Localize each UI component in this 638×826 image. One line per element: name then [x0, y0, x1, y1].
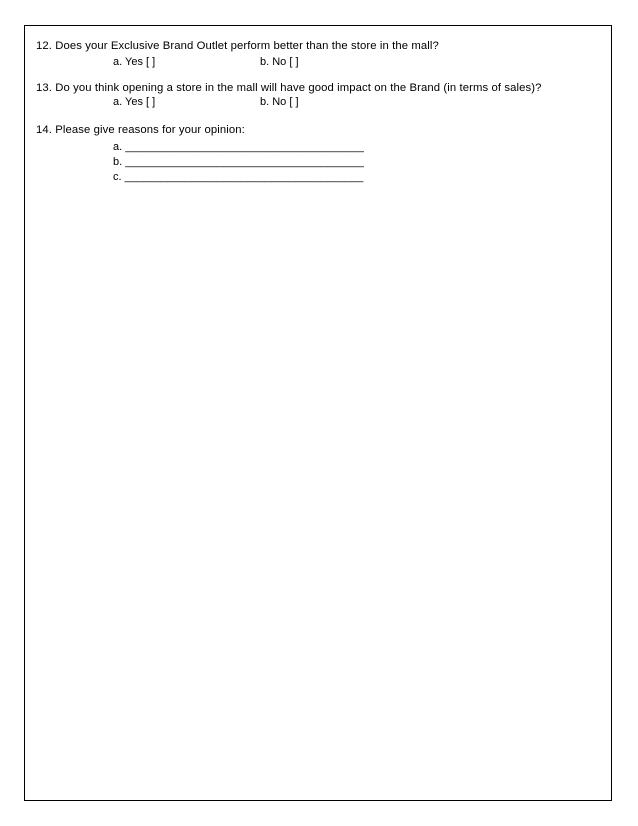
- question-13-option-no[interactable]: b. No [ ]: [260, 96, 299, 108]
- reason-line-a[interactable]: a. _______________________________________: [113, 141, 364, 153]
- question-14: 14. Please give reasons for your opinion:: [36, 124, 245, 136]
- reason-line-c[interactable]: c. _______________________________________: [113, 171, 364, 183]
- question-12-option-no[interactable]: b. No [ ]: [260, 56, 299, 68]
- reason-line-b[interactable]: b. _______________________________________: [113, 156, 364, 168]
- question-12-option-yes[interactable]: a. Yes [ ]: [113, 56, 156, 68]
- question-12: 12. Does your Exclusive Brand Outlet perform better than the store in the mall?: [36, 40, 439, 52]
- question-13-option-yes[interactable]: a. Yes [ ]: [113, 96, 156, 108]
- question-13: 13. Do you think opening a store in the mall will have good impact on the Brand (in terms of sales)?: [36, 82, 542, 94]
